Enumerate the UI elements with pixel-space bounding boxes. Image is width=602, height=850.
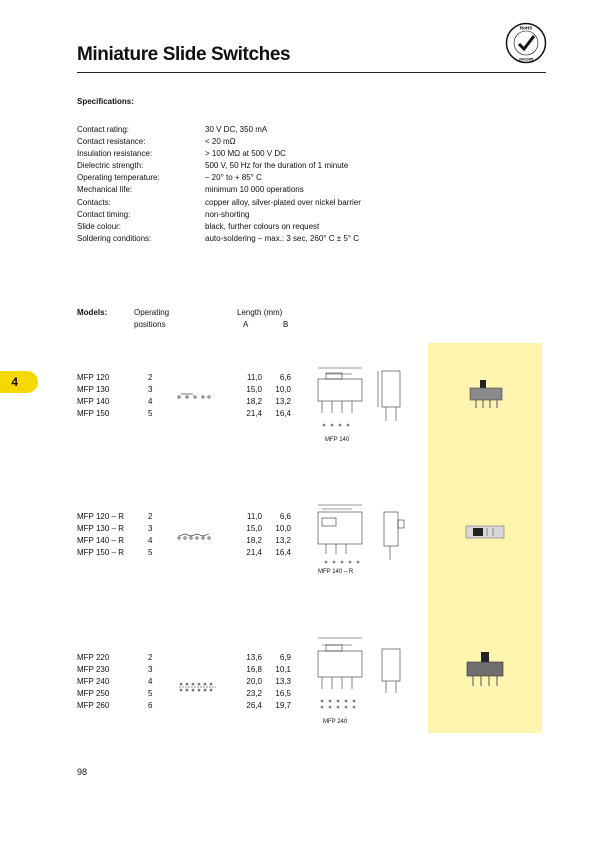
spec-row [77, 209, 361, 221]
spec-row [77, 160, 361, 172]
section-number: 4 [11, 375, 18, 389]
col-a-label: A [243, 320, 249, 329]
length-a: 18,2 [246, 397, 262, 407]
length-b: 10,0 [275, 524, 291, 534]
length-a: 20,0 [246, 677, 262, 687]
col-b-label: B [283, 320, 289, 329]
spec-label: Operating temperature: [77, 173, 160, 183]
dimension-drawing-mfp240 [312, 633, 412, 715]
length-b: 6,6 [279, 512, 291, 521]
switch-schematic-icon [178, 681, 218, 693]
spec-value: – 20° to + 85° C [205, 173, 262, 183]
length-a: 15,0 [246, 385, 262, 395]
length-heading [237, 307, 288, 331]
length-b: 6,6 [279, 373, 291, 382]
model-positions: 4 [148, 677, 153, 687]
model-name: MFP 120 [77, 373, 110, 382]
table-row [77, 408, 291, 420]
switch-photo-mfp240 [465, 652, 505, 688]
model-name: MFP 120 – R [77, 512, 124, 521]
model-positions: 2 [148, 512, 153, 521]
model-name: MFP 150 [77, 409, 110, 419]
model-positions: 4 [148, 397, 153, 407]
switch-schematic-icon [176, 391, 212, 401]
length-a: 26,4 [246, 701, 262, 711]
section-tab [0, 371, 38, 393]
model-positions: 6 [148, 701, 153, 711]
switch-schematic-icon [176, 532, 212, 542]
spec-value: non-shorting [205, 209, 250, 219]
switch-photo-mfp140 [468, 380, 504, 410]
spec-label: Mechanical life: [77, 185, 133, 195]
switch-photo-mfp140r [465, 523, 505, 541]
spec-label: Insulation resistance: [77, 149, 153, 159]
spec-value: < 20 mΩ [205, 137, 236, 147]
model-positions: 5 [148, 689, 153, 699]
dimension-drawing-mfp140r [312, 500, 412, 570]
length-a: 16,8 [246, 665, 262, 675]
spec-label: Soldering conditions: [77, 233, 152, 243]
title-rule [77, 72, 546, 73]
model-name: MFP 130 – R [77, 524, 124, 534]
spec-label: Slide colour: [77, 221, 122, 231]
model-name: MFP 250 [77, 689, 110, 699]
spec-row [77, 197, 361, 209]
page-number: 98 [77, 767, 88, 777]
spec-value: black, further colours on request [205, 221, 320, 231]
spec-value: 500 V, 50 Hz for the duration of 1 minute [205, 161, 349, 171]
model-name: MFP 150 – R [77, 548, 124, 558]
spec-value: 30 V DC, 350 mA [205, 125, 268, 134]
length-a: 18,2 [246, 536, 262, 546]
spec-row [77, 136, 361, 148]
model-name: MFP 130 [77, 385, 110, 395]
model-positions: 4 [148, 536, 153, 546]
model-positions: 3 [148, 524, 153, 534]
model-positions: 2 [148, 653, 153, 662]
model-name: MFP 230 [77, 665, 110, 675]
spec-value: minimum 10 000 operations [205, 185, 304, 195]
length-b: 16,4 [275, 548, 291, 558]
spec-value: copper alloy, silver-plated over nickel barrier [205, 197, 361, 207]
operating-label: Operating [134, 308, 170, 317]
operating-heading [134, 307, 169, 331]
length-b: 16,5 [275, 689, 291, 699]
table-row [77, 511, 291, 523]
length-b: 10,0 [275, 385, 291, 395]
rohs-badge-icon [505, 22, 547, 64]
model-name: MFP 240 [77, 677, 110, 687]
model-name: MFP 140 [77, 397, 110, 407]
spec-row [77, 148, 361, 160]
models-heading: Models: [77, 308, 108, 317]
spec-label: Contact timing: [77, 209, 131, 219]
model-name: MFP 260 [77, 701, 110, 711]
table-row [77, 652, 291, 664]
length-a: 11,0 [247, 512, 262, 521]
table-row [77, 372, 291, 384]
specs-heading: Specifications: [77, 97, 134, 106]
figure-label: MFP 240 [323, 719, 348, 725]
svg-text:2002/95: 2002/95 [518, 56, 534, 62]
spec-label: Contacts: [77, 197, 111, 207]
model-positions: 5 [148, 548, 153, 558]
length-b: 13,3 [275, 677, 291, 687]
length-b: 13,2 [275, 397, 291, 407]
length-a: 15,0 [246, 524, 262, 534]
length-a: 13,6 [246, 653, 262, 662]
svg-text:RoHS: RoHS [519, 25, 533, 31]
length-a: 11,0 [247, 373, 262, 382]
length-a: 23,2 [246, 689, 262, 699]
table-row [77, 547, 291, 559]
spec-label: Contact rating: [77, 125, 130, 134]
spec-label: Contact resistance: [77, 137, 146, 147]
model-positions: 3 [148, 665, 153, 675]
model-positions: 2 [148, 373, 153, 382]
length-b: 10,1 [275, 665, 291, 675]
model-positions: 5 [148, 409, 153, 419]
figure-label: MFP 140 – R [318, 569, 354, 575]
spec-label: Dielectric strength: [77, 161, 144, 171]
figure-label: MFP 140 [325, 437, 350, 443]
length-a: 21,4 [246, 548, 262, 558]
spec-row [77, 184, 361, 196]
length-b: 6,9 [279, 653, 291, 662]
model-name: MFP 140 – R [77, 536, 124, 546]
spec-row [77, 221, 361, 233]
length-a: 21,4 [246, 409, 262, 419]
length-b: 13,2 [275, 536, 291, 546]
length-b: 16,4 [275, 409, 291, 419]
specs-table [77, 124, 361, 245]
spec-value: > 100 MΩ at 500 V DC [205, 149, 286, 159]
model-name: MFP 220 [77, 653, 110, 662]
page-title: Miniature Slide Switches [77, 44, 291, 65]
spec-row [77, 233, 361, 245]
table-row [77, 700, 291, 712]
length-b: 19,7 [275, 701, 291, 711]
dimension-drawing-mfp140 [312, 363, 412, 433]
table-row [77, 664, 291, 676]
positions-label: positions [134, 320, 166, 329]
spec-value: auto-soldering – max.: 3 sec, 260° C ± 5° C [205, 233, 359, 243]
model-positions: 3 [148, 385, 153, 395]
spec-row [77, 124, 361, 136]
length-label: Length (mm) [237, 308, 283, 317]
spec-row [77, 172, 361, 184]
